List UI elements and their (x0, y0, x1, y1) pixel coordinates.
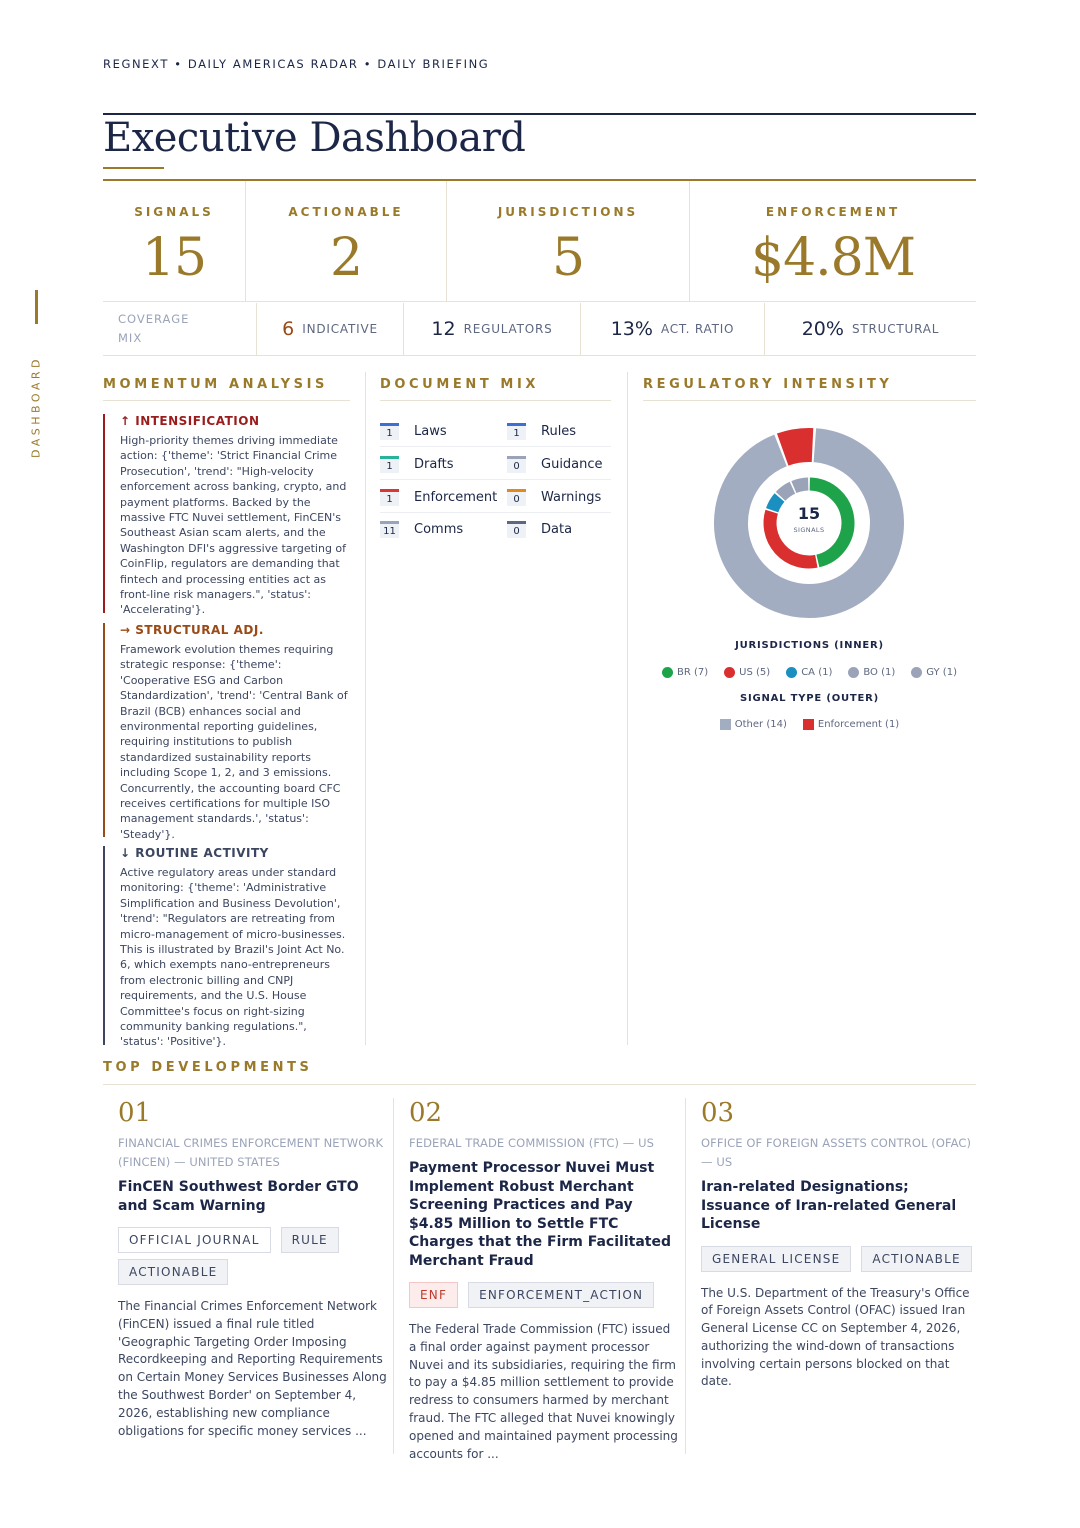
legend-swatch (720, 719, 731, 730)
doc-mix-item (507, 418, 576, 444)
momentum-body: Framework evolution themes requiring strategic response: {'theme': 'Cooperative ESG and Carbon Standardization', 'trend': 'Central Bank of Brazil (BCB) enhances social and environmental reporting guidelines, requiring institutions to publish standardized sustainability reports including Scope 1, 2, and 3 emissions. Concurrently, the accounting board CFC receives certifications for multiple ISO management standards.', 'status': 'Steady'}. (120, 643, 348, 841)
kpi-label: ACTIONABLE (288, 205, 404, 219)
doc-count-badge: 1 (380, 423, 399, 440)
row-divider (380, 479, 611, 480)
card-tags (701, 1246, 973, 1272)
legend-swatch (662, 667, 673, 678)
kpi-strip (103, 181, 976, 302)
side-accent-bar (35, 290, 38, 324)
doc-type-label: Comms (414, 521, 464, 537)
side-label: DASHBOARD (29, 355, 43, 459)
legend-item (720, 719, 787, 730)
title-accent (103, 167, 164, 169)
coverage-mix (103, 303, 976, 356)
doc-mix-item (507, 451, 603, 477)
card-tags (409, 1282, 681, 1308)
doc-type-label: Enforcement (414, 489, 498, 505)
legend-label: BR (7) (677, 667, 709, 678)
card-title[interactable]: Iran-related Designations; Issuance of Iran-related General License (701, 1179, 957, 1232)
column-divider (627, 372, 628, 1045)
donut-slice-enforcement (783, 445, 813, 450)
tag: ENF (409, 1282, 458, 1308)
momentum-head: ↑ INTENSIFICATION (120, 414, 260, 428)
legend-swatch (803, 719, 814, 730)
kpi-value: 5 (551, 228, 585, 288)
doc-mix-title: DOCUMENT MIX (380, 377, 540, 392)
development-card[interactable] (409, 1098, 681, 1463)
intensity-donut-chart (709, 423, 909, 623)
coverage-label-line: COVERAGE (118, 312, 190, 326)
coverage-text: INDICATIVE (302, 322, 378, 336)
coverage-number: 12 (431, 318, 456, 340)
tag: RULE (281, 1227, 339, 1253)
development-card[interactable] (701, 1098, 973, 1391)
doc-type-label: Warnings (541, 489, 602, 505)
card-tags (118, 1227, 390, 1285)
row-divider (380, 446, 611, 447)
doc-mix-item (380, 418, 447, 444)
card-number: 03 (701, 1098, 735, 1128)
legend-label: GY (1) (926, 667, 957, 678)
card-summary: The Federal Trade Commission (FTC) issued a final order against payment processor Nuvei and its subsidiaries, requiring the firm to pay a $4.85 million settlement to provide redress to consumers harmed by merchant fraud. The FTC alleged that Nuvei knowingly opened and maintained payment processing accounts for ... (409, 1322, 678, 1461)
doc-type-label: Data (541, 521, 573, 537)
doc-count-badge: 1 (507, 423, 526, 440)
kpi-value: 15 (141, 228, 207, 288)
legend-swatch (724, 667, 735, 678)
doc-count-badge: 1 (380, 489, 399, 506)
card-number: 02 (409, 1098, 443, 1128)
doc-count-badge: 11 (380, 521, 399, 538)
kpi-value: 2 (329, 228, 363, 288)
kpi-label: ENFORCEMENT (765, 205, 901, 219)
momentum-head: ↓ ROUTINE ACTIVITY (120, 846, 269, 860)
donut-slice-other (731, 445, 887, 601)
kpi-label: SIGNALS (134, 205, 214, 219)
legend-swatch (786, 667, 797, 678)
coverage-regulators (404, 303, 581, 355)
row-divider (380, 512, 611, 513)
legend-label: CA (1) (801, 667, 833, 678)
inner-legend (643, 667, 976, 678)
kpi-signals (103, 181, 246, 301)
coverage-label-line: MIX (118, 331, 143, 345)
donut-slice-bo (781, 488, 793, 497)
doc-type-label: Drafts (414, 456, 454, 472)
kpi-enforcement (690, 181, 976, 301)
donut-slice-gy (794, 484, 808, 487)
legend-label: Enforcement (1) (817, 719, 900, 730)
card-source: OFFICE OF FOREIGN ASSETS CONTROL (OFAC) — US (701, 1136, 972, 1169)
column-divider (393, 1098, 394, 1454)
legend-label: Other (14) (734, 719, 787, 730)
legend-item (848, 667, 895, 678)
coverage-label (103, 303, 257, 355)
legend-item (662, 667, 708, 678)
coverage-text: STRUCTURAL (851, 322, 940, 336)
section-rule (103, 1084, 976, 1085)
section-rule (103, 400, 350, 401)
coverage-text: ACT. RATIO (660, 322, 735, 336)
donut-center-value: 15 (797, 504, 821, 523)
coverage-number: 6 (282, 318, 295, 340)
inner-legend-title: JURISDICTIONS (INNER) (735, 640, 884, 651)
page-title: Executive Dashboard (103, 115, 526, 161)
momentum-intensification (103, 414, 350, 617)
legend-label: US (5) (739, 667, 771, 678)
card-summary: The U.S. Department of the Treasury's Office of Foreign Assets Control (OFAC) issued Iran General License CC on September 4, 2026, authorizing the wind-down of transactions involving certain persons blocked on that date. (701, 1285, 970, 1389)
kpi-value: $4.8M (750, 228, 916, 288)
doc-count-badge: 0 (507, 456, 526, 473)
momentum-head: → STRUCTURAL ADJ. (120, 623, 264, 637)
outer-legend (643, 719, 976, 730)
donut-slice-ca (772, 497, 779, 510)
momentum-body: Active regulatory areas under standard monitoring: {'theme': 'Administrative Simplification and Business Devolution', 'trend': "Regulators are retreating from micro-management of micro-businesses. This is illustrated by Brazil's Joint Act No. 6, which exempts nano-entrepreneurs from electronic billing and CNPJ requirements, and the U.S. House Committee's focus on right-sizing community banking regulations.", 'status': 'Positive'}. (120, 866, 346, 1049)
card-summary: The Financial Crimes Enforcement Network (FinCEN) issued a final rule titled 'Geographic Targeting Order Imposing Recordkeeping and Reporting Requirements on Certain Money Services Businesses Along the Southwest Border' on September 4, 2026, establishing new compliance obligations for specific money services ... (118, 1299, 387, 1438)
outer-ring (731, 445, 887, 601)
momentum-body: High-priority themes driving immediate action: {'theme': 'Strict Financial Crime Prosecution', 'trend': "High-velocity enforcement across banking, crypto, and payment platforms. Backed by the massive FTC Nuvei settlement, FinCEN's Southeast Asian scam alerts, and the Washington DFI's aggressive targeting of CoinFlip, regulators are demanding that fintech and processing entities act as front-line risk managers.", 'status': 'Accelerating'}. (120, 434, 347, 617)
column-divider (685, 1098, 686, 1454)
coverage-structural (765, 303, 976, 355)
coverage-act-ratio (581, 303, 765, 355)
doc-count-badge: 0 (507, 521, 526, 538)
donut-center-label: SIGNALS (793, 526, 825, 534)
legend-swatch (911, 667, 922, 678)
momentum-title: MOMENTUM ANALYSIS (103, 377, 329, 392)
card-title[interactable]: FinCEN Southwest Border GTO and Scam Warning (118, 1179, 359, 1214)
doc-count-badge: 0 (507, 489, 526, 506)
legend-item (911, 667, 957, 678)
outer-legend-title: SIGNAL TYPE (OUTER) (739, 693, 880, 704)
column-divider (365, 372, 366, 1045)
legend-label: BO (1) (863, 667, 896, 678)
inner-ring (770, 484, 848, 562)
kpi-actionable (246, 181, 447, 301)
section-rule (643, 400, 976, 401)
kpi-jurisdictions (447, 181, 690, 301)
doc-count-badge: 1 (380, 456, 399, 473)
section-rule (380, 400, 611, 401)
coverage-number: 20% (801, 318, 844, 340)
doc-type-label: Laws (414, 423, 447, 439)
tag: OFFICIAL JOURNAL (118, 1227, 271, 1253)
coverage-number: 13% (610, 318, 653, 340)
kpi-label: JURISDICTIONS (497, 205, 639, 219)
tag: ACTIONABLE (118, 1259, 228, 1285)
doc-type-label: Guidance (541, 456, 603, 472)
coverage-text: REGULATORS (463, 322, 553, 336)
card-title[interactable]: Payment Processor Nuvei Must Implement Robust Merchant Screening Practices and Pay $4.85 Million to Settle FTC Charges that the Firm Facilitated Merchant Fraud (409, 1160, 671, 1269)
card-source: FEDERAL TRADE COMMISSION (FTC) — US (409, 1136, 655, 1150)
doc-type-label: Rules (541, 423, 577, 439)
coverage-indicative (257, 303, 404, 355)
momentum-structural (103, 623, 350, 841)
card-source: FINANCIAL CRIMES ENFORCEMENT NETWORK (FINCEN) — UNITED STATES (118, 1136, 384, 1169)
legend-swatch (848, 667, 859, 678)
doc-mix-item (380, 516, 463, 542)
doc-mix-item (380, 484, 497, 510)
doc-mix-item (507, 484, 601, 510)
top-developments-title: TOP DEVELOPMENTS (103, 1060, 313, 1075)
tag: ENFORCEMENT_ACTION (468, 1282, 654, 1308)
legend-item (786, 667, 832, 678)
momentum-routine (103, 846, 350, 1049)
doc-mix-item (507, 516, 572, 542)
breadcrumb: REGNEXT • DAILY AMERICAS RADAR • DAILY BRIEFING (103, 57, 490, 71)
card-number: 01 (118, 1098, 152, 1128)
intensity-title: REGULATORY INTENSITY (643, 377, 893, 392)
tag: ACTIONABLE (861, 1246, 971, 1272)
legend-item (724, 667, 770, 678)
development-card[interactable] (118, 1098, 390, 1440)
tag: GENERAL LICENSE (701, 1246, 851, 1272)
legend-item (803, 719, 899, 730)
doc-mix-item (380, 451, 454, 477)
